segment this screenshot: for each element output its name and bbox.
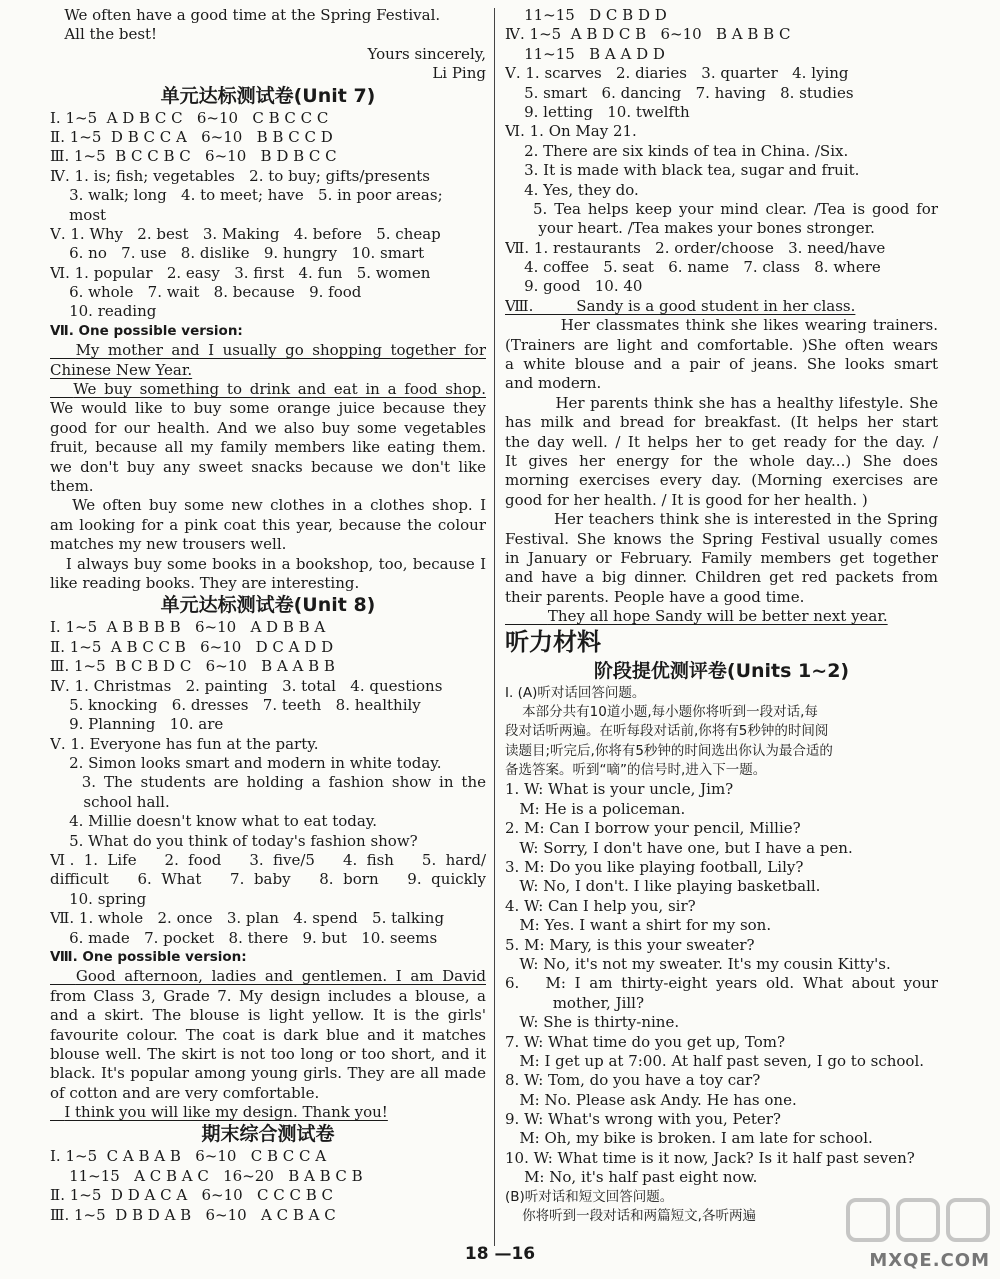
text-line: favourite colour. The coat is dark blue and it matches [50,1025,486,1044]
text-line: 5. What do you think of today's fashion show? [50,831,418,850]
text-line: M: Yes. I want a shirt for my son. [505,916,772,935]
text-line: 10. W: What time is it now, Jack? Is it half past seven? [505,1148,915,1167]
text-line: W: She is thirty-nine. [505,1013,680,1032]
text-line: 2. Simon looks smart and modern in white today. [50,754,442,773]
text-line: 本部分共有10道小题,每小题你将听到一段对话,每 [505,703,818,720]
text-line: in January or February. Family members get together [505,548,938,567]
text-line: and modern. [505,374,602,393]
text-line: Good afternoon, ladies and gentlemen. I am David [50,967,486,986]
text-line: M: No. Please ask Andy. He has one. [505,1090,797,1109]
text-line: Ⅰ. 1~5 A D B C C 6~10 C B C C C [50,108,329,127]
text-line: 10. reading [50,302,157,321]
text-line: Her classmates think she likes wearing trainers. [505,316,938,335]
text-line: Ⅵ. 1. Life 2. food 3. five/5 4. fish 5. hard/ [50,851,486,870]
text-line: them. [50,476,94,495]
text-line: Ⅵ. 1. On May 21. [505,122,637,141]
text-line: and have a big dinner. Children get red packets from [505,568,938,587]
text-line: black. It's popular among young girls. They are all made [50,1064,486,1083]
text-line: M: He is a policeman. [505,799,686,818]
text-line: Her parents think she has a healthy lifestyle. She [505,393,938,412]
text-line: 1. W: What is your uncle, Jim? [505,780,734,799]
text-line: Ⅶ. 1. whole 2. once 3. plan 4. spend 5. talking [50,909,445,928]
text-line: and a skirt. The blouse is light yellow. It is the girls' [50,1006,486,1025]
text-line: Ⅰ. 1~5 A B B B B 6~10 A D B B A [50,618,326,637]
text-line: school hall. [50,792,170,811]
text-line: Ⅱ. 1~5 D B C C A 6~10 B B C C D [50,127,333,146]
text-line: Ⅴ. 1. Everyone has fun at the party. [50,734,319,753]
text-line: M: I get up at 7:00. At half past seven, I go to school. [505,1051,925,1070]
text-line: 9. W: What's wrong with you, Peter? [505,1110,781,1129]
text-line: 段对话听两遍。在听每段对话前,你将有5秒钟的时间阅 [505,723,829,740]
page-number: 18 —16 [464,1244,536,1264]
text-line: good for her health. / It is good for her health. ) [505,490,868,509]
text-line: Ⅲ. 1~5 B C C B C 6~10 B D B C C [50,147,337,166]
text-line: Ⅴ. 1. Why 2. best 3. Making 4. before 5. cheap [50,224,441,243]
text-line: 6. made 7. pocket 8. there 9. but 10. seems [50,928,438,947]
right-column [505,6,938,1226]
text-line: Li Ping [432,64,486,83]
text-line: the day well. / It helps her to get ready for the day. / [505,432,938,451]
text-line: We often buy some new clothes in a clothes shop. I [50,496,486,515]
text-line: It gives her energy for the whole day...) She does [505,451,938,470]
text-line: Ⅶ. 1. restaurants 2. order/choose 3. need/have [505,238,886,257]
text-line: We often have a good time at the Spring Festival. [50,6,441,24]
text-line: Ⅱ. 1~5 A B C C B 6~10 D C A D D [50,637,334,656]
text-line: blouse well. The skirt is not too long or too short, and it [50,1044,486,1063]
text-line: has milk and bread for breakfast. (It helps her start [505,413,938,432]
column-divider [494,8,495,1246]
text-line: 9. letting 10. twelfth [505,102,690,121]
text-line: W: No, I don't. I like playing basketball. [505,877,821,896]
text-line: 3. It is made with black tea, sugar and fruit. [505,161,860,180]
text-line: We buy something to drink and eat in a food shop. [50,380,486,399]
text-line: M: Oh, my bike is broken. I am late for school. [505,1129,873,1148]
text-line: Ⅷ. One possible version: [50,948,247,965]
text-line: 2. M: Can I borrow your pencil, Millie? [505,819,801,838]
text-line: we don't buy any sweet snacks because we don't like [50,457,486,476]
text-line: 4. W: Can I help you, sir? [505,896,696,915]
text-line: 9. good 10. 40 [505,277,643,296]
text-line: 6. whole 7. wait 8. because 9. food [50,283,362,302]
text-line: 4. Millie doesn't know what to eat today. [50,812,378,831]
text-line: Yours sincerely, [367,44,486,63]
text-line: 3. M: Do you like playing football, Lily? [505,858,804,877]
text-line: We would like to buy some orange juice because they [50,399,486,418]
text-line: most [50,205,107,224]
main-heading: 听力材料 [505,627,601,656]
text-line: 2. There are six kinds of tea in China. /Six. [505,141,849,160]
text-line: Ⅱ. 1~5 D D A C A 6~10 C C C B C [50,1186,334,1205]
text-line: Chinese New Year. [50,360,193,379]
text-line: 4. coffee 5. seat 6. name 7. class 8. where [505,258,881,277]
text-line: morning exercises every day. (Morning exercises are [505,471,938,490]
text-line: Ⅳ. 1. is; fish; vegetables 2. to buy; gifts/presents [50,166,430,185]
text-line: matches my new trousers well. [50,535,287,554]
text-line: 5. smart 6. dancing 7. having 8. studies [505,83,854,102]
text-line: 读题目;听完后,你将有5秒钟的时间选出你认为最合适的 [505,742,833,759]
section-heading: 阶段提优测评卷(Units 1~2) [593,659,850,682]
text-line: Ⅴ. 1. scarves 2. diaries 3. quarter 4. lying [505,64,849,83]
text-line: your heart. /Tea makes your bones stronger. [505,219,875,238]
text-line: of cotton and are very comfortable. [50,1083,320,1102]
text-line: They all hope Sandy will be better next year. [505,607,888,626]
text-line: W: Sorry, I don't have one, but I have a pen. [505,838,853,857]
text-line: (B)听对话和短文回答问题。 [505,1188,674,1205]
text-line: 6. no 7. use 8. dislike 9. hungry 10. smart [50,244,425,263]
text-line: Ⅳ. 1. Christmas 2. painting 3. total 4. questions [50,676,443,695]
text-line: 6. M: I am thirty-eight years old. What about your [505,974,938,993]
text-line: Ⅰ. 1~5 C A B A B 6~10 C B C C A [50,1147,327,1166]
text-line: 11~15 A C B A C 16~20 B A B C B [50,1166,363,1185]
text-line: like reading books. They are interesting. [50,573,360,592]
text-line: 3. The students are holding a fashion show in the [50,773,486,792]
section-heading: 单元达标测试卷(Unit 8) [160,594,376,617]
text-line: Ⅵ. 1. popular 2. easy 3. first 4. fun 5. women [50,263,431,282]
text-line: difficult 6. What 7. baby 8. born 9. quickly [50,870,486,889]
text-line: (Trainers are light and comfortable. )She often wears [505,335,938,354]
text-line: 5. knocking 6. dresses 7. teeth 8. healthily [50,695,421,714]
text-line: Ⅰ. (A)听对话回答问题。 [505,684,646,701]
text-line: Ⅷ. Sandy is a good student in her class. [505,296,856,315]
text-line: 备选答案。听到“嘀”的信号时,进入下一题。 [505,762,767,779]
section-heading: 单元达标测试卷(Unit 7) [160,84,376,107]
text-line: I think you will like my design. Thank you! [50,1103,388,1122]
text-line: Ⅲ. 1~5 D B D A B 6~10 A C B A C [50,1205,336,1224]
watermark-text: MXQE.COM [869,1250,990,1271]
text-line: a white blouse and a pair of jeans. She looks smart [505,355,938,374]
text-line: 11~15 D C B D D [505,6,667,24]
text-line: fruit, because all my family members like eating them. [50,438,486,457]
section-heading: 期末综合测试卷 [201,1123,335,1146]
text-line: Ⅳ. 1~5 A B D C B 6~10 B A B B C [505,25,791,44]
text-line: good for our health. And we also buy some vegetables [50,418,486,437]
text-line: 3. walk; long 4. to meet; have 5. in poor areas; [50,186,443,205]
text-line: mother, Jill? [505,993,645,1012]
text-line: W: No, it's not my sweater. It's my cousin Kitty's. [505,954,891,973]
text-line: from Class 3, Grade 7. My design includes a blouse, a [50,986,486,1005]
text-line: Her teachers think she is interested in the Spring [505,510,938,529]
text-line: 11~15 B A A D D [505,44,665,63]
text-line: 4. Yes, they do. [505,180,639,199]
text-line: 5. M: Mary, is this your sweater? [505,935,755,954]
left-column [50,6,486,1225]
text-line: 你将听到一段对话和两篇短文,各听两遍 [505,1208,756,1225]
text-line: I always buy some books in a bookshop, too, because I [50,554,486,573]
text-line: All the best! [50,25,158,44]
text-line: 7. W: What time do you get up, Tom? [505,1032,786,1051]
text-line: 5. Tea helps keep your mind clear. /Tea is good for [505,199,938,218]
text-line: M: No, it's half past eight now. [505,1168,758,1187]
text-line: Festival. She knows the Spring Festival usually comes [505,529,938,548]
text-line: My mother and I usually go shopping together for [50,341,486,360]
text-line: 8. W: Tom, do you have a toy car? [505,1071,761,1090]
text-line: am looking for a pink coat this year, because the colour [50,515,486,534]
text-line: Ⅲ. 1~5 B C B D C 6~10 B A A B B [50,657,335,676]
text-line: their parents. People have a good time. [505,587,805,606]
text-line: Ⅶ. One possible version: [50,322,243,339]
text-line: 10. spring [50,889,147,908]
text-line: 9. Planning 10. are [50,715,224,734]
